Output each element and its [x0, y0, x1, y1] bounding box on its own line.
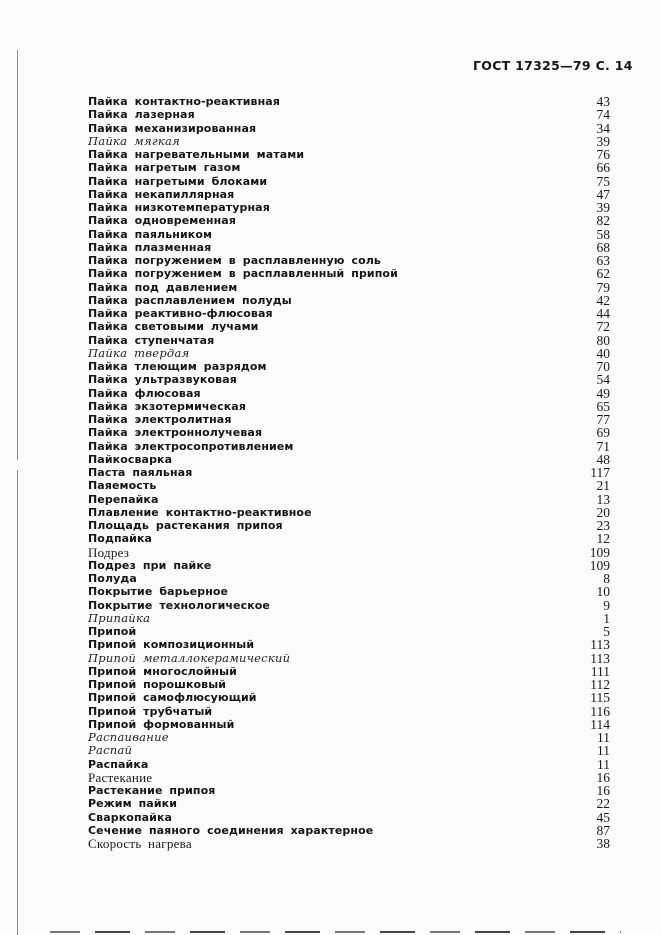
index-term: Покрытие технологическое [88, 598, 270, 612]
index-term: Пайка электролитная [88, 413, 232, 426]
index-page-number: 21 [596, 478, 610, 494]
index-entry [88, 426, 610, 439]
index-entry [88, 360, 610, 373]
page-bottom-edge [50, 931, 621, 933]
index-page-number: 111 [590, 663, 610, 679]
index-entry [88, 797, 610, 810]
index-entry [88, 161, 610, 174]
page-header: ГОСТ 17325—79 С. 14 [473, 58, 633, 73]
index-entry [88, 387, 610, 400]
index-entry [88, 334, 610, 347]
index-page-number: 113 [590, 650, 610, 666]
index-page-number: 16 [596, 783, 610, 798]
index-page-number: 115 [590, 690, 610, 706]
index-page-number: 16 [596, 769, 610, 785]
index-page-number: 80 [596, 332, 610, 348]
index-term: Паяемость [88, 479, 157, 493]
index-term: Распаивание [88, 730, 169, 744]
index-page-number: 38 [596, 836, 610, 851]
index-entry [88, 758, 610, 771]
binding-margin-line [17, 470, 18, 935]
index-term: Припой металлокерамический [88, 650, 291, 665]
index-entry [88, 678, 610, 691]
index-entry [88, 95, 610, 108]
index-entry [88, 638, 610, 651]
index-term: Площадь растекания припоя [88, 519, 283, 532]
index-entry [88, 108, 610, 121]
index-term: Пайка мягкая [88, 133, 180, 148]
index-page-number: 109 [589, 557, 610, 573]
index-term: Пайка под давлением [88, 280, 238, 294]
index-entry [88, 824, 610, 837]
index-term: Пайка паяльником [88, 227, 213, 241]
index-term: Припой многослойный [88, 664, 237, 678]
index-term: Распай [88, 743, 133, 758]
index-entry [88, 691, 610, 704]
index-page-number: 10 [596, 584, 610, 600]
index-page-number: 49 [596, 385, 610, 401]
index-entry [88, 479, 610, 492]
index-page-number: 43 [596, 94, 610, 109]
index-entry [88, 440, 610, 453]
index-term: Пайка плазменная [88, 240, 212, 254]
index-page-number: 65 [596, 398, 610, 414]
index-entry [88, 307, 610, 320]
index-term: Пайка экзотермическая [88, 399, 246, 413]
index-page-number: 63 [596, 253, 610, 268]
index-page-number: 66 [596, 160, 610, 176]
index-term: Пайкосварка [88, 452, 173, 466]
index-entry [88, 652, 610, 665]
index-page-number: 74 [596, 107, 610, 123]
index-term: Пайка электросопротивлением [88, 439, 294, 453]
index-term: Пайка лазерная [88, 108, 195, 122]
index-term: Пайка тлеющим разрядом [88, 360, 267, 373]
index-term: Припой самофлюсующий [88, 691, 257, 705]
index-term: Пайка погружением в расплавленную соль [88, 254, 381, 267]
index-entry [88, 281, 610, 294]
index-page-number: 76 [596, 147, 610, 162]
index-entry [88, 744, 610, 757]
index-term: Припой композиционный [88, 638, 255, 652]
index-entry [88, 718, 610, 731]
index-entry [88, 493, 610, 506]
index-page-number: 117 [590, 465, 610, 480]
index-term: Растекание [88, 769, 153, 785]
index-entry [88, 241, 610, 254]
index-page-number: 39 [596, 200, 610, 215]
index-term: Пайка твердая [88, 345, 190, 360]
index-page-number: 77 [596, 412, 610, 427]
index-page-number: 79 [596, 279, 610, 295]
index-entry [88, 214, 610, 227]
index-entry [88, 585, 610, 598]
index-entry [88, 175, 610, 188]
index-entry [88, 466, 610, 479]
index-term: Режим пайки [88, 797, 178, 811]
index-entry [88, 413, 610, 426]
index-term: Пайка расплавлением полуды [88, 293, 292, 307]
index-term: Перепайка [88, 492, 159, 506]
index-page-number: 75 [596, 173, 610, 189]
index-page-number: 116 [590, 703, 610, 719]
index-term: Подрез при пайке [88, 558, 212, 572]
index-entry [88, 135, 610, 148]
index-page-number: 82 [596, 213, 610, 229]
index-page-number: 5 [603, 624, 610, 639]
index-term: Пайка световыми лучами [88, 320, 259, 334]
index-entry [88, 705, 610, 718]
index-page-number: 11 [597, 730, 610, 745]
index-page-number: 109 [589, 544, 610, 560]
index-entry [88, 612, 610, 625]
index-term: Пайка флюсовая [88, 386, 201, 400]
index-page-number: 12 [596, 531, 610, 547]
index-entry [88, 572, 610, 585]
index-page-number: 58 [596, 226, 610, 242]
index-term: Пайка некапиллярная [88, 187, 235, 201]
index-entry [88, 837, 610, 850]
index-term: Покрытие барьерное [88, 585, 229, 599]
index-entry [88, 771, 610, 784]
index-entry [88, 347, 610, 360]
index-page-number: 1 [603, 610, 610, 626]
index-entry [88, 811, 610, 824]
index-entry [88, 320, 610, 333]
index-term: Растекание припоя [88, 784, 216, 797]
index-page-number: 48 [596, 451, 610, 467]
index-page-number: 8 [603, 571, 610, 586]
index-page-number: 87 [596, 822, 610, 838]
index-entry [88, 506, 610, 519]
index-term: Полуда [88, 572, 137, 585]
index-term: Припайка [88, 610, 151, 625]
index-term: Припой порошковый [88, 678, 227, 691]
index-page-number: 69 [596, 425, 610, 441]
index-term: Паста паяльная [88, 466, 193, 479]
index-entry [88, 148, 610, 161]
index-entry [88, 665, 610, 678]
index-page-number: 47 [596, 186, 610, 202]
index-term: Пайка электроннолучевая [88, 426, 263, 440]
index-page-number: 22 [596, 796, 610, 812]
index-page-number: 44 [596, 306, 610, 321]
index-entry [88, 254, 610, 267]
index-term: Плавление контактно-реактивное [88, 505, 312, 519]
index-page-number: 13 [596, 491, 610, 507]
index-term: Пайка погружением в расплавленный припой [88, 267, 398, 281]
index-entry [88, 400, 610, 413]
index-term: Подрез [88, 544, 130, 560]
index-entry [88, 228, 610, 241]
index-entry [88, 559, 610, 572]
index-page-number: 70 [596, 359, 610, 374]
index-page-number: 62 [596, 266, 610, 282]
index-entry [88, 373, 610, 386]
index-page-number: 71 [596, 438, 610, 454]
index-term: Пайка реактивно-флюсовая [88, 307, 273, 320]
index-entry [88, 122, 610, 135]
index-term: Пайка одновременная [88, 214, 236, 228]
index-term: Пайка ступенчатая [88, 333, 215, 347]
index-page-number: 11 [597, 743, 610, 759]
index-page-number: 72 [596, 319, 610, 335]
index-page-number: 20 [596, 504, 610, 520]
index-page-number: 112 [590, 677, 610, 692]
index-entry [88, 267, 610, 280]
index-term: Сечение паяного соединения характерное [88, 823, 374, 837]
index-term: Припой формованный [88, 717, 235, 731]
index-term: Припой трубчатый [88, 704, 213, 718]
index-term: Скорость нагрева [88, 836, 192, 851]
index-term: Припой [88, 625, 137, 638]
index-entry [88, 519, 610, 532]
index-page-number: 42 [596, 292, 610, 308]
index-page-number: 34 [596, 120, 610, 136]
index-entry [88, 294, 610, 307]
index-entry [88, 453, 610, 466]
index-page-number: 113 [590, 637, 610, 653]
index-entry [88, 731, 610, 744]
index-page-number: 114 [590, 716, 610, 732]
index-page-number: 68 [596, 239, 610, 255]
index-term: Пайка низкотемпературная [88, 201, 270, 214]
index-term: Пайка нагревательными матами [88, 148, 305, 161]
index-page-number: 54 [596, 372, 610, 388]
index-term: Распайка [88, 757, 149, 771]
index-page-number: 39 [596, 133, 610, 149]
binding-margin-line [17, 50, 18, 460]
index-entry [88, 599, 610, 612]
index-page-number: 40 [596, 345, 610, 361]
index-entry [88, 625, 610, 638]
index-term: Пайка нагретым газом [88, 161, 241, 175]
index-term: Сваркопайка [88, 810, 173, 824]
index-entry [88, 546, 610, 559]
subject-index-list [88, 95, 610, 850]
index-entry [88, 784, 610, 797]
index-term: Пайка нагретыми блоками [88, 174, 268, 188]
index-page-number: 23 [596, 518, 610, 533]
index-page-number: 45 [596, 809, 610, 825]
index-page-number: 9 [603, 597, 610, 613]
index-page-number: 11 [597, 756, 610, 772]
index-entry [88, 201, 610, 214]
index-entry [88, 532, 610, 545]
index-term: Подпайка [88, 532, 153, 546]
index-entry [88, 188, 610, 201]
index-term: Пайка механизированная [88, 121, 257, 135]
index-term: Пайка контактно-реактивная [88, 95, 280, 108]
index-term: Пайка ультразвуковая [88, 373, 237, 387]
